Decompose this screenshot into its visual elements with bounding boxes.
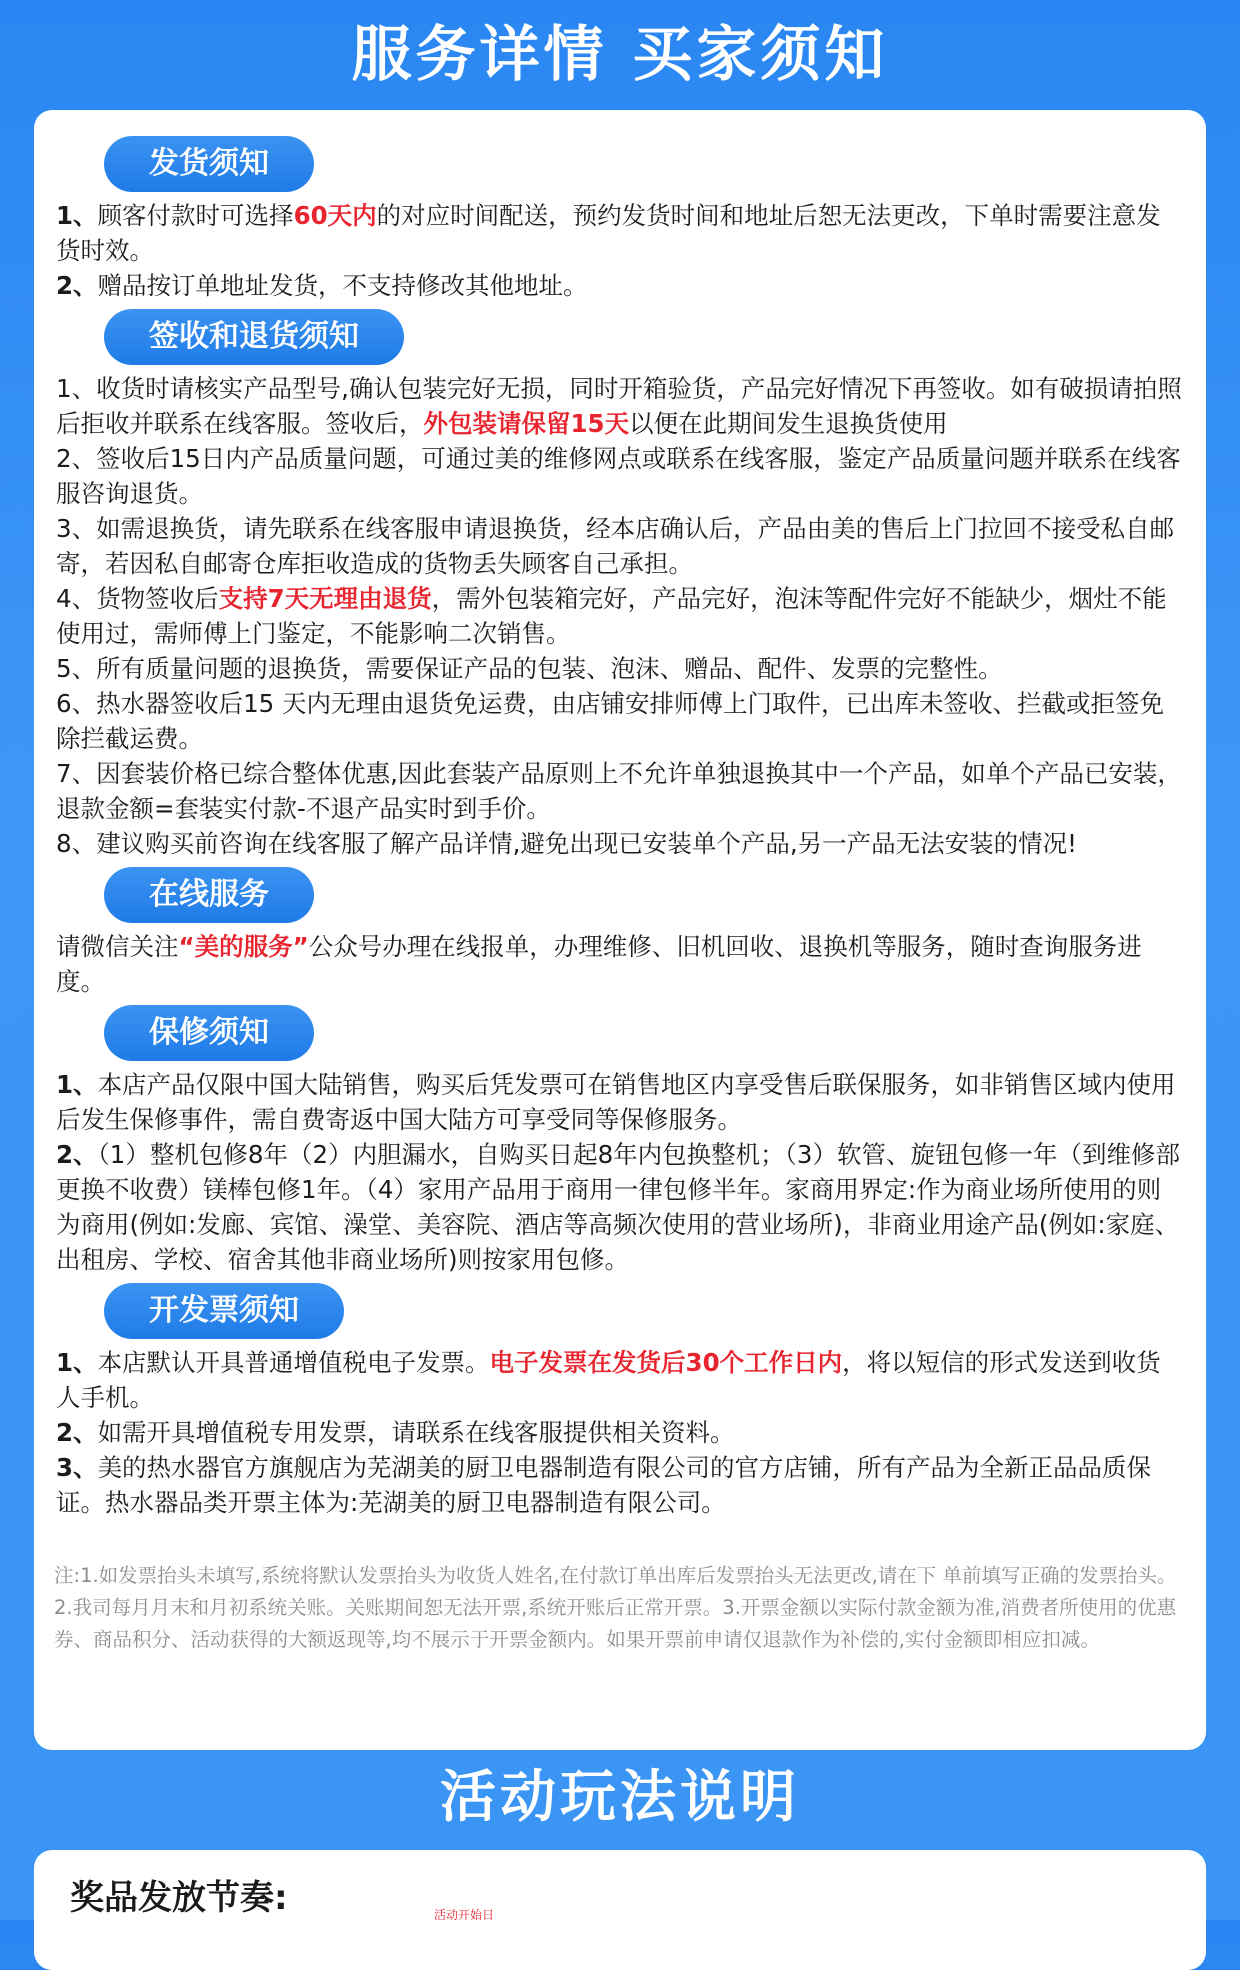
text: ，需外包装箱完好，产品完好，泡沫等配件完好不能缺少，烟灶不能使用过，需师傅上门鉴定，不能影响二次销售。 — [56, 584, 1167, 648]
highlight-30-days: 电子发票在发货后30个工作日内 — [489, 1348, 843, 1377]
item-number: 1、 — [56, 1070, 98, 1099]
text: （1）整机包修8年（2）内胆漏水，自购买日起8年内包换整机；（3）软管、旋钮包修一年（到维修部更换不收费）镁棒包修1年。（4）家用产品用于商用一律包修半年。家商用界定:作为商业场所使用的则为商用(例如:发廊、宾馆、澡堂、美容院、酒店等高频次使用的营业场所)，非商业用途产品(例如:家庭、出租房、学校、宿舍其他非商业场所)则按家用包修。 — [56, 1140, 1180, 1274]
text: 顾客付款时可选择 — [97, 201, 294, 230]
receipt-item-6: 6、热水器签收后15 天内无理由退货免运费，由店铺安排师傅上门取件，已出库未签收、拦截或拒签免除拦截运费。 — [56, 689, 1165, 753]
section-receipt — [54, 309, 1184, 861]
invoice-item-2 — [56, 1415, 1184, 1450]
receipt-item-2: 2、签收后15日内产品质量问题，可通过美的维修网点或联系在线客服，鉴定产品质量问题并联系在线客服咨询退货。 — [56, 444, 1181, 508]
section-warranty — [54, 1005, 1184, 1277]
text: ，将以短信的形式发送到收货人手机。 — [56, 1348, 1161, 1412]
receipt-item-7: 7、因套装价格已综合整体优惠,因此套装产品原则上不允许单独退换其中一个产品，如单个产品已安装，退款金额=套装实付款-不退产品实时到手价。 — [56, 759, 1182, 823]
receipt-item-5: 5、所有质量问题的退换货，需要保证产品的包装、泡沫、赠品、配件、发票的完整性。 — [56, 654, 1003, 683]
text: 美的热水器官方旗舰店为芜湖美的厨卫电器制造有限公司的官方店铺，所有产品为全新正品品质保证。热水器品类开票主体为:芜湖美的厨卫电器制造有限公司。 — [56, 1453, 1152, 1517]
text: 本店默认开具普通增值税电子发票。 — [97, 1348, 490, 1377]
item-number: 1、 — [56, 201, 98, 230]
item-number: 2、 — [56, 271, 98, 300]
warranty-heading: 保修须知 — [104, 1005, 314, 1061]
shipping-heading: 发货须知 — [104, 136, 314, 192]
invoice-item-1 — [56, 1345, 1184, 1415]
highlight-midea-service: “美的服务” — [178, 932, 309, 961]
text: 的对应时间配送，预约发货时间和地址后恕无法更改，下单时需要注意发货时效。 — [56, 201, 1161, 265]
item-number: 3、 — [56, 1453, 98, 1482]
section-shipping — [54, 136, 1184, 303]
section-online — [54, 867, 1184, 999]
cropped-red-text: 活动开始日 — [434, 1908, 495, 1920]
online-item-1 — [56, 929, 1184, 999]
invoice-heading: 开发票须知 — [104, 1283, 344, 1339]
highlight-60-days: 60天内 — [293, 201, 377, 230]
highlight-keep-packaging: 外包装请保留15天 — [423, 409, 630, 438]
item-number: 2、 — [56, 1140, 98, 1169]
receipt-item-3: 3、如需退换货，请先联系在线客服申请退换货，经本店确认后，产品由美的售后上门拉回不接受私自邮寄，若因私自邮寄仓库拒收造成的货物丢失顾客自己承担。 — [56, 514, 1175, 578]
text: 以便在此期间发生退换货使用 — [629, 409, 948, 438]
highlight-7-day-return: 支持7天无理由退货 — [218, 584, 432, 613]
activity-card — [34, 1850, 1206, 1970]
receipt-heading: 签收和退货须知 — [104, 309, 404, 365]
prize-heading: 奖品发放节奏: — [70, 1878, 288, 1918]
online-heading: 在线服务 — [104, 867, 314, 923]
invoice-item-3 — [56, 1450, 1184, 1520]
activity-title: 活动玩法说明 — [440, 1765, 800, 1830]
receipt-item-1 — [56, 371, 1184, 441]
text: 公众号办理在线报单，办理维修、旧机回收、退换机等服务，随时查询服务进度。 — [56, 932, 1142, 996]
receipt-item-8: 8、建议购买前咨询在线客服了解产品详情,避免出现已安装单个产品,另一产品无法安装的情况! — [56, 829, 1077, 858]
text: 4、货物签收后 — [56, 584, 219, 613]
section-invoice — [54, 1283, 1184, 1520]
shipping-item-2 — [56, 268, 1184, 303]
invoice-footnote: 注:1.如发票抬头未填写,系统将默认发票抬头为收货人姓名,在付款订单出库后发票抬头无法更改,请在下 单前填写正确的发票抬头。2.我司每月月末和月初系统关账。关账期间恕无法开票,系统开账后正常开票。3.开票金额以实际付款金额为准,消费者所使用的优惠券、商品积分、活动获得的大额返现等,均不展示于开票金额内。如果开票前申请仅退款作为补偿的,实付金额即相应扣减。 — [54, 1564, 1177, 1651]
text: 本店产品仅限中国大陆销售，购买后凭发票可在销售地区内享受售后联保服务，如非销售区域内使用后发生保修事件，需自费寄返中国大陆方可享受同等保修服务。 — [56, 1070, 1176, 1134]
page-title: 服务详情 买家须知 — [351, 20, 889, 90]
receipt-item-4 — [56, 581, 1184, 651]
item-number: 1、 — [56, 1348, 98, 1377]
text: 如需开具增值税专用发票，请联系在线客服提供相关资料。 — [97, 1418, 735, 1447]
text: 请微信关注 — [56, 932, 179, 961]
warranty-item-1 — [56, 1067, 1184, 1137]
text: 赠品按订单地址发货，不支持修改其他地址。 — [97, 271, 588, 300]
warranty-item-2 — [56, 1137, 1184, 1277]
item-number: 2、 — [56, 1418, 98, 1447]
text: 1、收货时请核实产品型号,确认包装完好无损，同时开箱验货，产品完好情况下再签收。如有破损请拍照后拒收并联系在线客服。签收后， — [56, 374, 1182, 438]
notice-card — [34, 110, 1206, 1750]
shipping-item-1 — [56, 198, 1184, 268]
